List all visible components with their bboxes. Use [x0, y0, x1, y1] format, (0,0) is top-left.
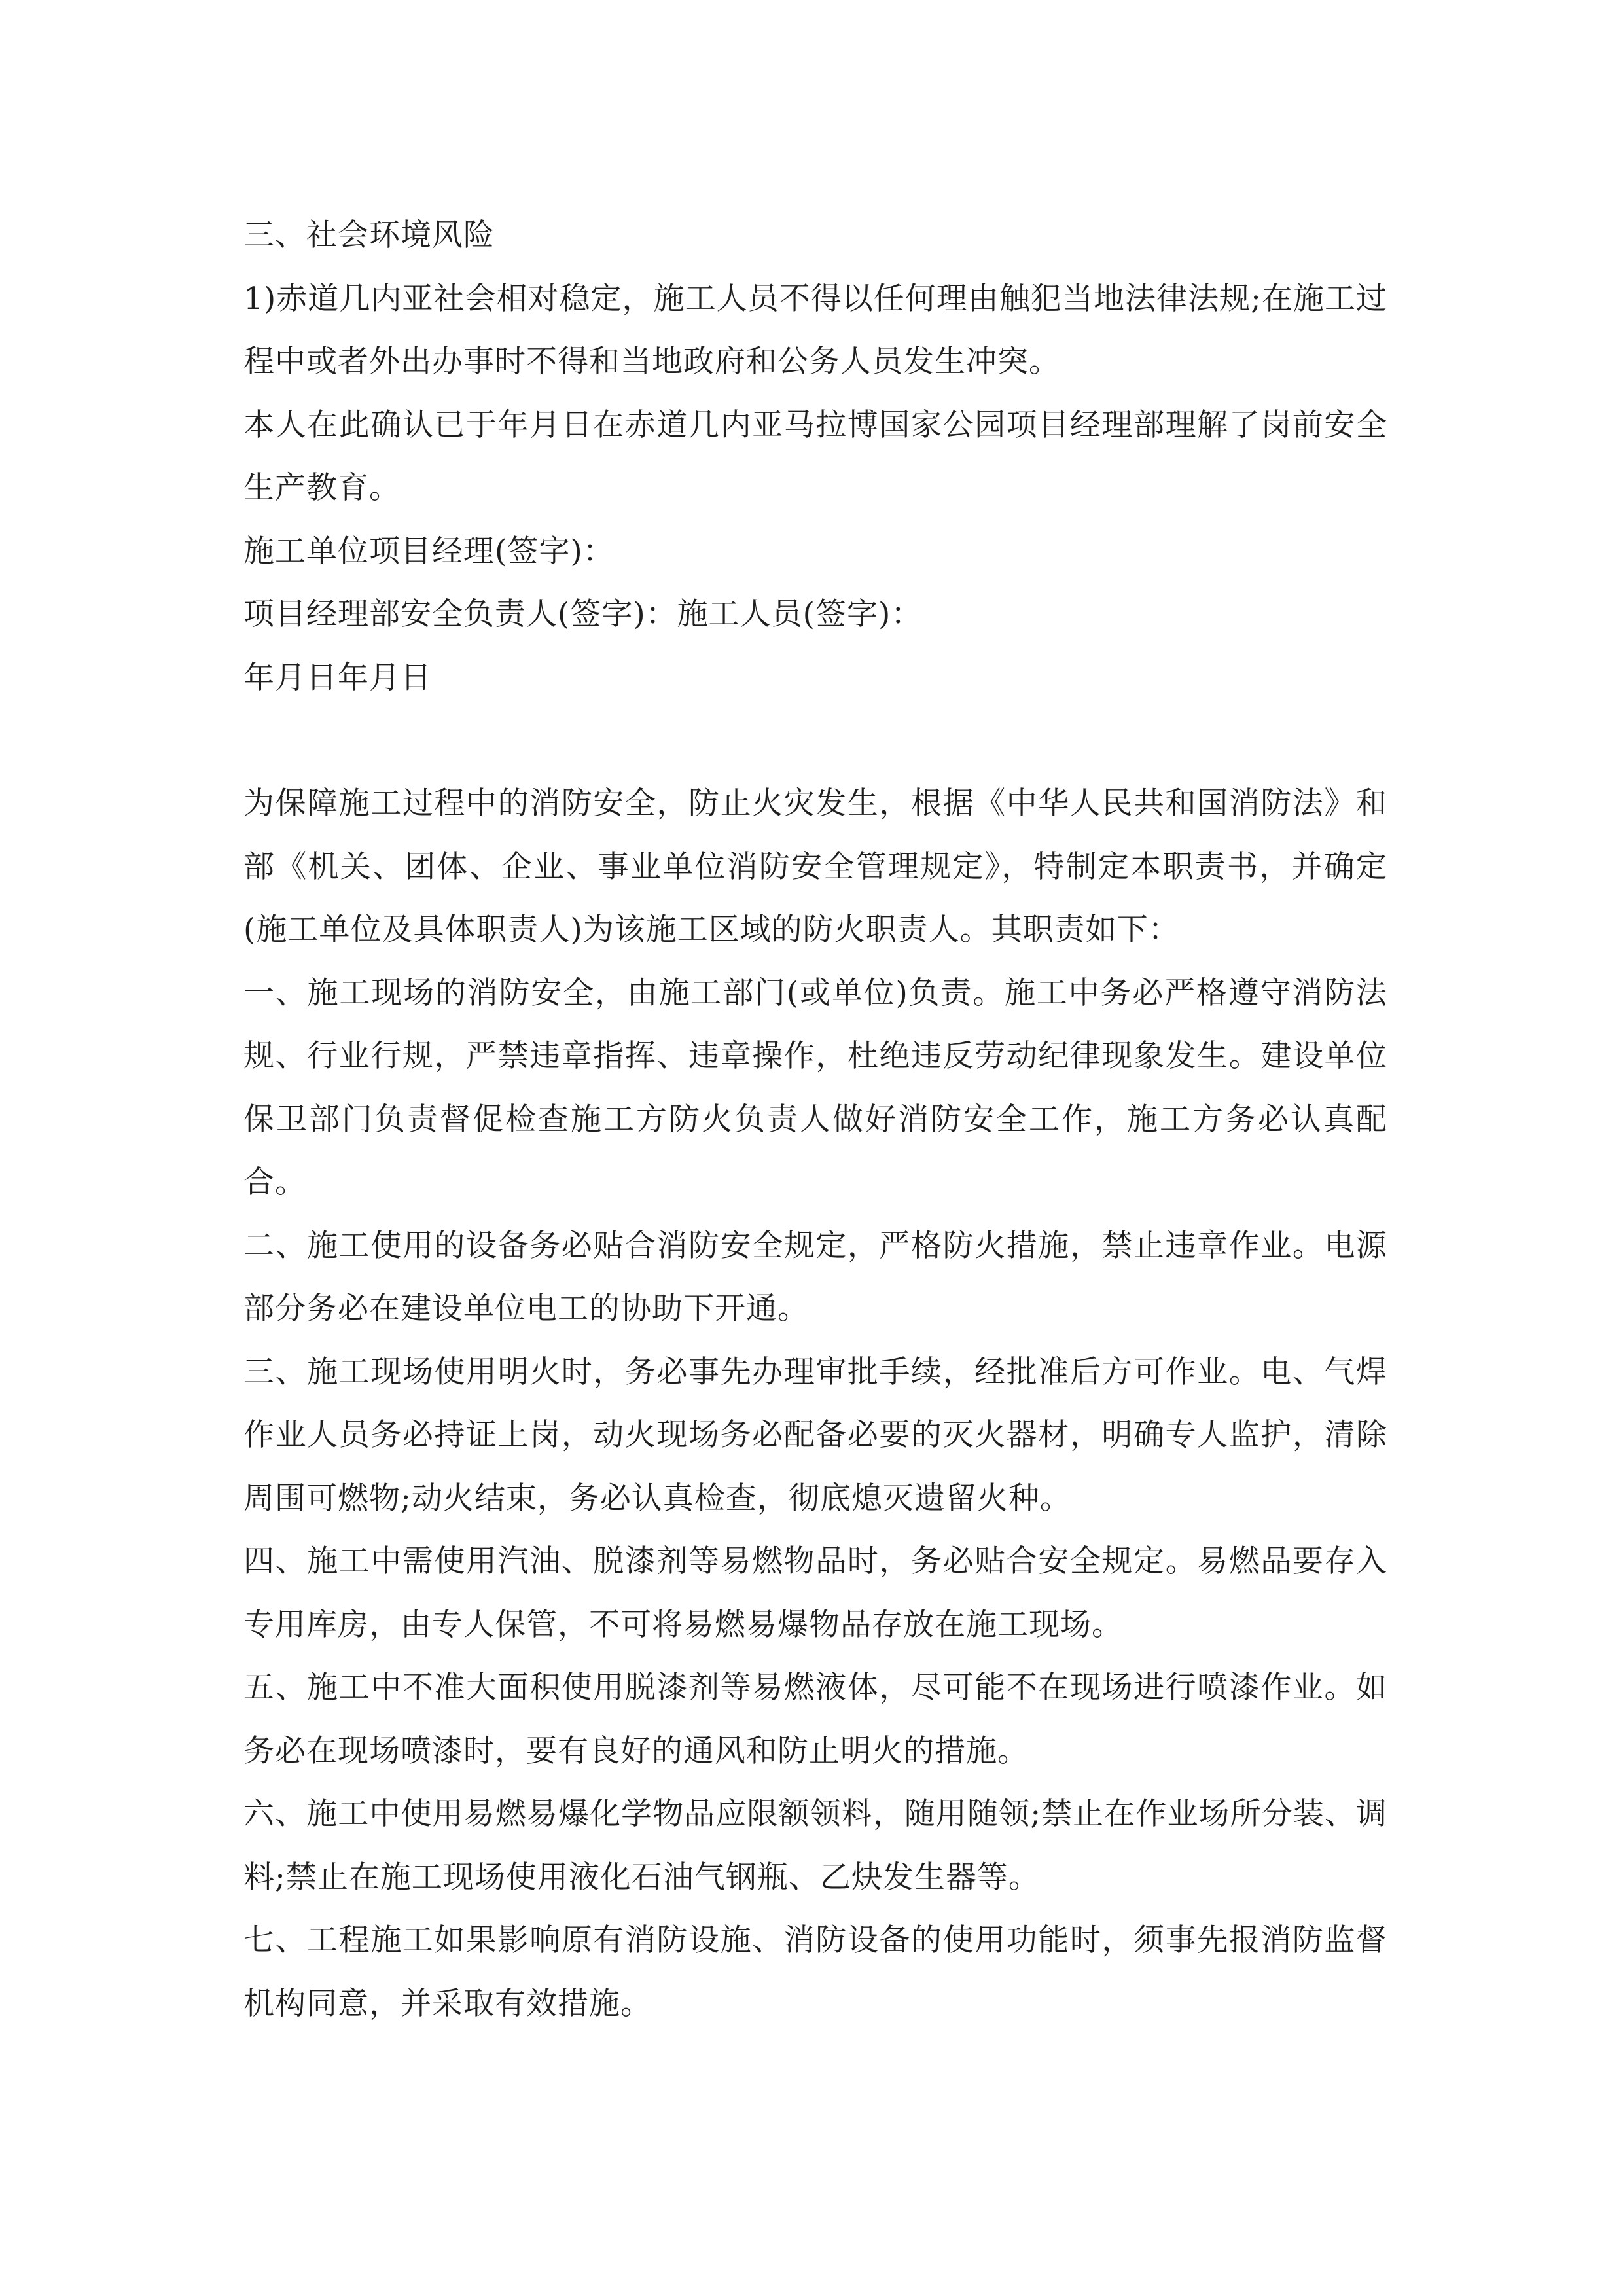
clause-paragraph: 一、施工现场的消防安全，由施工部门(或单位)负责。施工中务必严格遵守消防法规、行业行规，严禁违章指挥、违章操作，杜绝违反劳动纪律现象发生。建设单位保卫部门负责督促检查施工方防火负责人做好消防安全工作，施工方务必认真配合。: [243, 975, 1387, 1200]
paragraph-item-1: 1)赤道几内亚社会相对稳定，施工人员不得以任何理由触犯当地法律法规;在施工过程中或者外出办事时不得和当地政府和公务人员发生冲突。: [243, 280, 1387, 380]
document-body: [243, 204, 1387, 2036]
section-gap: [243, 709, 1387, 772]
date-line: 年月日年月日: [243, 659, 432, 696]
clause-paragraph: 二、施工使用的设备务必贴合消防安全规定，严格防火措施，禁止违章作业。电源部分务必在建设单位电工的协助下开通。: [243, 1227, 1387, 1327]
section-heading: 三、社会环境风险: [243, 217, 495, 253]
clause-paragraph: 五、施工中不准大面积使用脱漆剂等易燃液体，尽可能不在现场进行喷漆作业。如务必在现场喷漆时，要有良好的通风和防止明火的措施。: [243, 1670, 1387, 1769]
clause-paragraph: 七、工程施工如果影响原有消防设施、消防设备的使用功能时，须事先报消防监督机构同意，并采取有效措施。: [243, 1922, 1387, 2022]
fire-safety-section: [243, 772, 1387, 2036]
social-environment-risk-section: [243, 204, 1387, 709]
manager-signature-line: 施工单位项目经理(签字)：: [243, 533, 615, 569]
confirmation-paragraph: 本人在此确认已于年月日在赤道几内亚马拉博国家公园项目经理部理解了岗前安全生产教育。: [243, 406, 1387, 506]
clause-paragraph: 六、施工中使用易燃易爆化学物品应限额领料，随用随领;禁止在作业场所分装、调料;禁止在施工现场使用液化石油气钢瓶、乙炔发生器等。: [243, 1796, 1387, 1895]
intro-paragraph: 为保障施工过程中的消防安全，防止火灾发生，根据《中华人民共和国消防法》和部《机关、团体、企业、事业单位消防安全管理规定》，特制定本职责书，并确定(施工单位及具体职责人)为该施工区域的防火职责人。其职责如下：: [243, 785, 1387, 948]
clause-paragraph: 三、施工现场使用明火时，务必事先办理审批手续，经批准后方可作业。电、气焊作业人员务必持证上岗，动火现场务必配备必要的灭火器材，明确专人监护，清除周围可燃物;动火结束，务必认真检查，彻底熄灭遗留火种。: [243, 1354, 1387, 1516]
clause-paragraph: 四、施工中需使用汽油、脱漆剂等易燃物品时，务必贴合安全规定。易燃品要存入专用库房，由专人保管，不可将易燃易爆物品存放在施工现场。: [243, 1543, 1387, 1643]
safety-signature-line: 项目经理部安全负责人(签字)：施工人员(签字)：: [243, 596, 923, 632]
